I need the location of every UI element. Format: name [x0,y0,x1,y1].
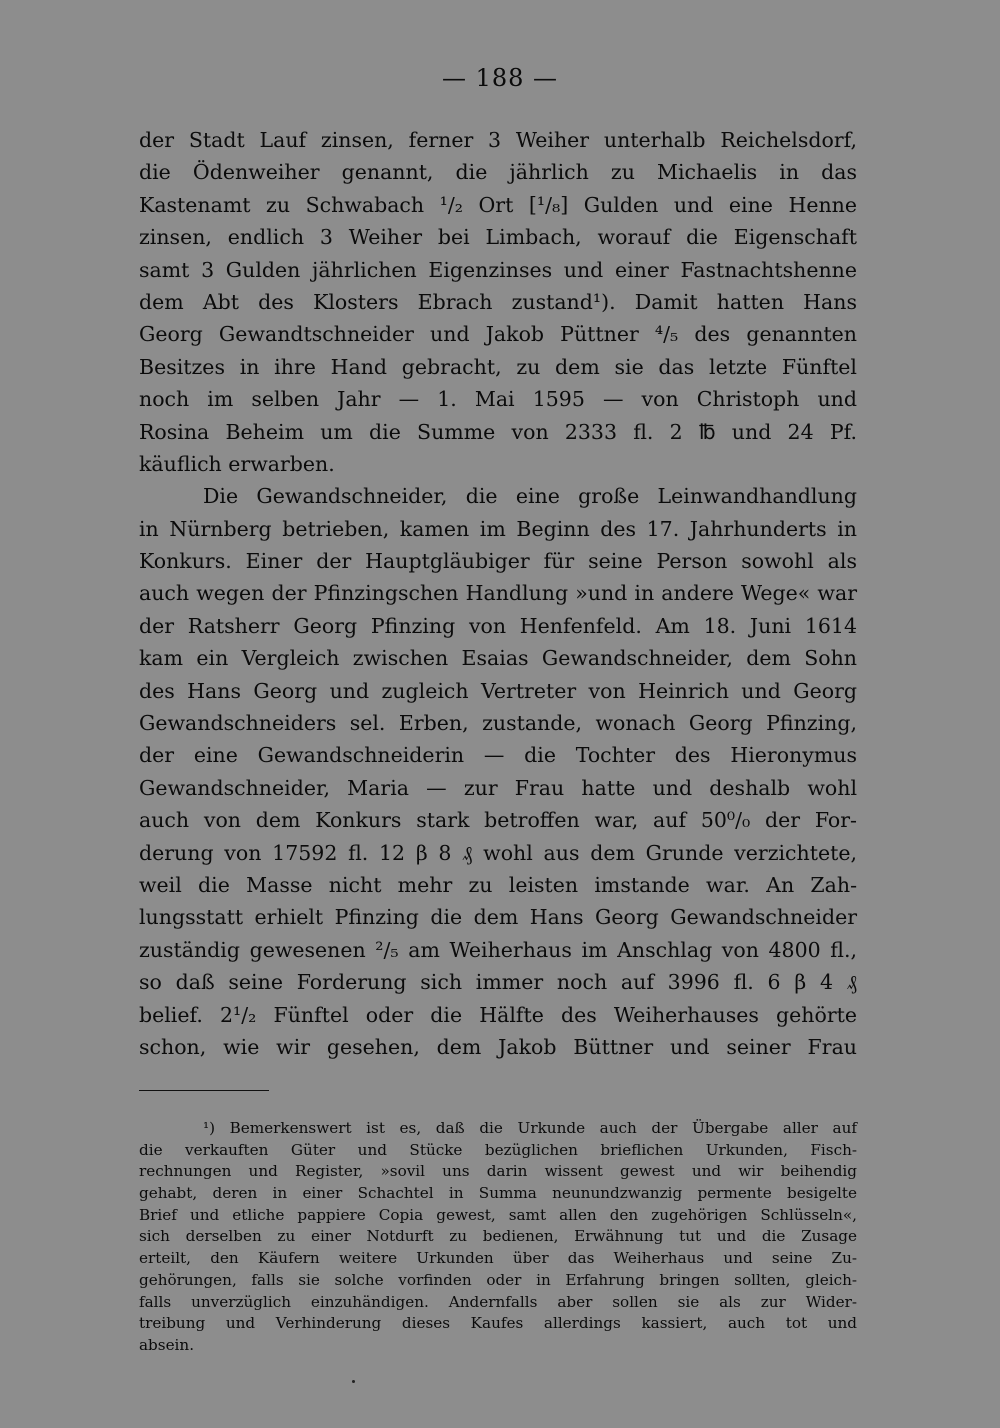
text-line: der eine Gewandschneiderin — die Tochter des Hieronymus [139,743,857,768]
footnote-separator [139,1090,269,1091]
footnote-line: gehörungen, falls sie solche vorfinden oder in Erfahrung bringen sollten, gleich- [139,1270,857,1289]
text-line: Konkurs. Einer der Hauptgläubiger für seine Person sowohl als [139,549,857,574]
text-line: der Stadt Lauf zinsen, ferner 3 Weiher unterhalb Reichelsdorf, [139,128,857,152]
footnote-line: die verkauften Güter und Stücke bezüglichen brieflichen Urkunden, Fisch- [139,1140,857,1159]
footnote-line: absein. [139,1335,195,1354]
text-line: die Ödenweiher genannt, die jährlich zu Michaelis in das [139,160,857,185]
footnote-line: erteilt, den Käufern weitere Urkunden über das Weiherhaus und seine Zu- [139,1249,857,1268]
text-line: auch wegen der Pfinzingschen Handlung »und in andere Wege« war [139,581,857,606]
main-text [139,124,857,1063]
footnote-line: gehabt, deren in einer Schachtel in Summa neunundzwanzig permente besigelte [139,1184,857,1203]
text-line: in Nürnberg betrieben, kamen im Beginn des 17. Jahrhunderts in [139,516,857,541]
text-line: Gewandschneider, Maria — zur Frau hatte und deshalb wohl [139,775,857,800]
text-line: zinsen, endlich 3 Weiher bei Limbach, worauf die Eigenschaft [139,225,857,250]
text-line: auch von dem Konkurs stark betroffen war, auf 50⁰/₀ der For- [139,808,857,833]
page-number: — 188 — [441,64,559,92]
footnote [139,1118,857,1357]
text-line: käuflich erwarben. [139,451,335,476]
footnote-line: falls unverzüglich einzuhändigen. Andernfalls aber sollen sie als zur Wider- [139,1292,857,1311]
text-line: belief. 2¹/₂ Fünftel oder die Hälfte des Weiherhauses gehörte [139,1002,857,1027]
text-line: so daß seine Forderung sich immer noch auf 3996 fl. 6 β 4 ₰ [139,970,857,995]
footnote-line: ¹) Bemerkenswert ist es, daß die Urkunde auch der Übergabe aller auf [203,1119,857,1137]
text-line: Besitzes in ihre Hand gebracht, zu dem sie das letzte Fünftel [139,354,857,379]
text-line: samt 3 Gulden jährlichen Eigenzinses und einer Fastnachtshenne [139,257,857,282]
text-line: des Hans Georg und zugleich Vertreter von Heinrich und Georg [139,678,857,703]
text-line: Kastenamt zu Schwabach ¹/₂ Ort [¹/₈] Gulden und eine Henne [139,192,857,217]
text-line: Rosina Beheim um die Summe von 2333 fl. 2 ℔ und 24 Pf. [139,419,857,444]
text-line: kam ein Vergleich zwischen Esaias Gewandschneider, dem Sohn [139,646,857,671]
text-line: lungsstatt erhielt Pfinzing die dem Hans Georg Gewandschneider [139,905,857,930]
footnote-line: treibung und Verhinderung dieses Kaufes allerdings kassiert, auch tot und [139,1314,857,1333]
text-line: weil die Masse nicht mehr zu leisten imstande war. An Zah- [139,872,857,897]
text-line: dem Abt des Klosters Ebrach zustand¹). Damit hatten Hans [139,289,857,314]
text-line: noch im selben Jahr — 1. Mai 1595 — von Christoph und [139,387,857,412]
stray-mark [352,1380,355,1383]
text-line: Georg Gewandtschneider und Jakob Püttner ⁴/₅ des genannten [139,322,857,347]
text-line: Gewandschneiders sel. Erben, zustande, wonach Georg Pfinzing, [139,711,857,736]
text-line: Die Gewandschneider, die eine große Leinwandhandlung [203,484,857,509]
text-line: der Ratsherr Georg Pfinzing von Henfenfeld. Am 18. Juni 1614 [139,613,857,638]
footnote-line: sich derselben zu einer Notdurft zu bedienen, Erwähnung tut und die Zusage [139,1227,857,1246]
footnote-line: Brief und etliche pappiere Copia gewest, samt allen den zugehörigen Schlüsseln«, [139,1205,857,1224]
footnote-line: rechnungen und Register, »sovil uns darin wissent gewest und wir beihendig [139,1162,857,1181]
text-line: derung von 17592 fl. 12 β 8 ₰ wohl aus dem Grunde verzichtete, [139,840,857,865]
text-line: zuständig gewesenen ²/₅ am Weiherhaus im Anschlag von 4800 fl., [139,937,857,962]
text-line: schon, wie wir gesehen, dem Jakob Büttner und seiner Frau [139,1034,857,1059]
